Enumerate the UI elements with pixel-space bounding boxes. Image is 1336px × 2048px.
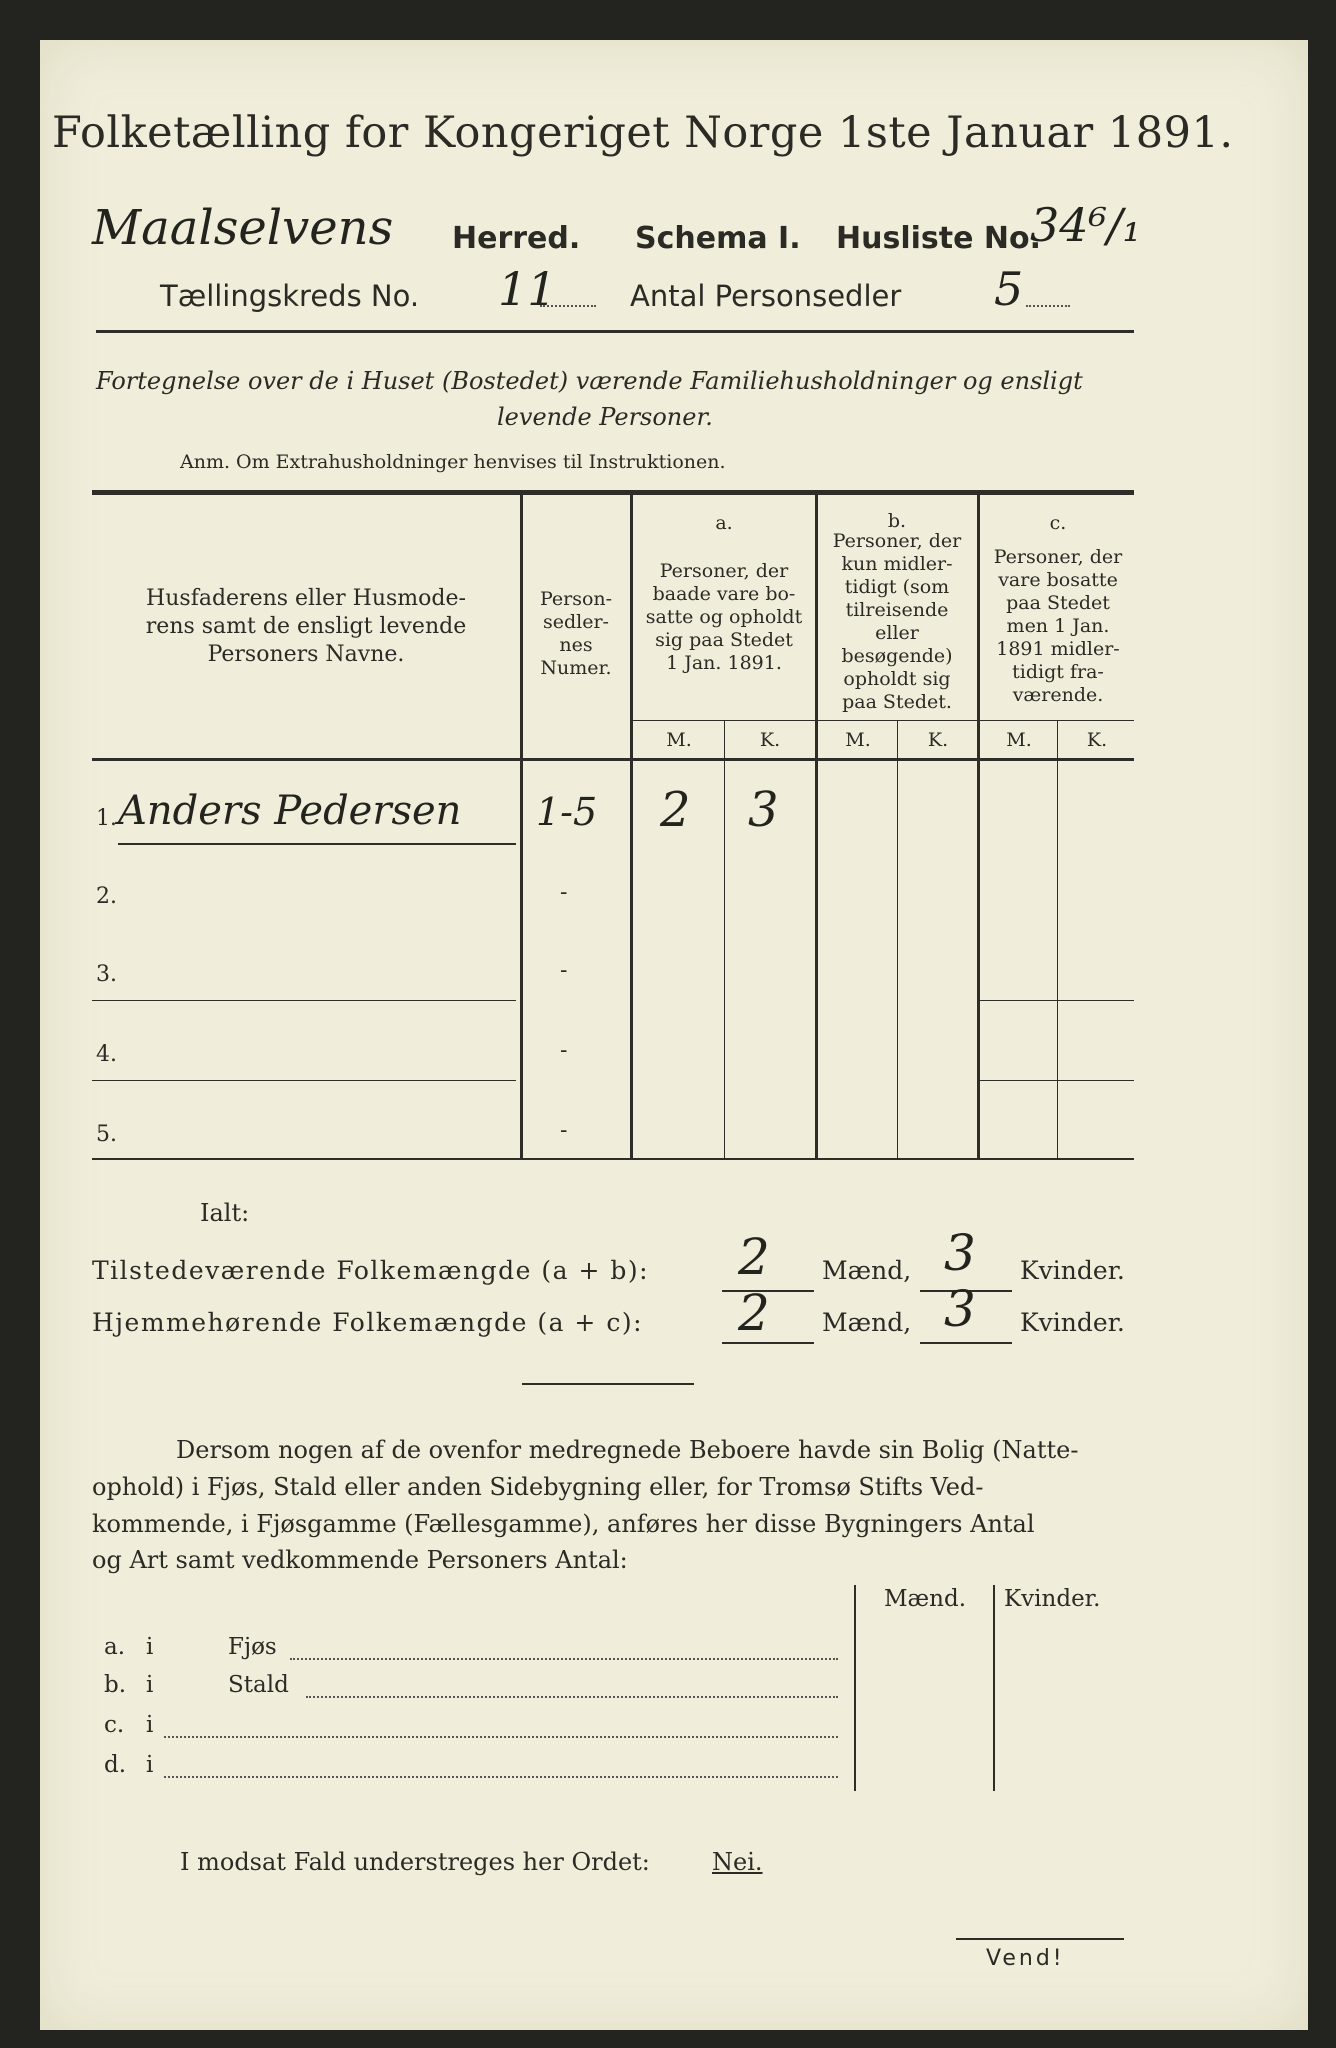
c-k-label: K. [1086,729,1108,751]
tilst-maend-value: 2 [738,1228,770,1286]
col-a-letter: a. [715,512,733,534]
bld-item-i: i [146,1672,154,1698]
note-line2: ophold) i Fjøs, Stald eller anden Sidebygning eller, for Tromsø Stifts Ved- [92,1473,984,1501]
bld-maend-header: Mænd. [884,1586,967,1612]
vend-label: Vend! [986,1946,1065,1971]
col-c-header: Personer, der vare bosatte paa Stedet men 1 Jan. 1891 midler- tidigt fra- værende. [993,546,1123,706]
row-name-line [118,843,516,845]
c-m-label: M. [1006,729,1032,751]
census-form [40,40,1308,2030]
row-line [980,1000,1134,1001]
row-number: 2. [96,884,117,909]
bld-item-letter: c. [104,1712,125,1738]
form-title: Folketælling for Kongeriget Norge 1ste Januar 1891. [52,108,1234,158]
intro-line1: Fortegnelse over de i Huset (Bostedet) værende Familiehusholdninger og ensligt [96,367,1083,395]
col-name-header: Husfaderens eller Husmode- rens samt de ensligt levende Personers Navne. [145,586,467,667]
kreds-label: Tællingskreds No. [160,279,420,313]
anm-note: Anm. Om Extrahusholdninger henvises til Instruktionen. [180,451,726,473]
intro-line2: levende Personer. [497,403,713,431]
bld-item-letter: d. [104,1752,127,1778]
col-rule-b-mk [897,720,898,1158]
herred-value: Maalselvens [92,200,394,256]
hjem-maend-value: 2 [738,1284,770,1342]
col-b-header: Personer, der kun midler- tidigt (som tilreisende eller besøgende) opholdt sig paa Stedet. [832,530,962,713]
bld-kvinder-header: Kvinder. [1004,1586,1101,1612]
hjem-kvinder-value: 3 [944,1280,976,1338]
row-line [980,1080,1134,1081]
row-num: - [560,1038,568,1063]
row-name: Anders Pedersen [118,788,462,834]
bld-item-i: i [146,1752,154,1778]
b-k-label: K. [927,729,949,751]
tilst-kvinder-label: Kvinder. [1020,1256,1125,1285]
row-a-k: 3 [748,782,779,838]
mk-rule [632,720,1134,721]
col-rule-b [815,495,818,1158]
bld-item-dots [164,1736,838,1738]
a-m-label: M. [666,729,692,751]
kreds-value: 11 [498,262,557,316]
col-c-letter: c. [1049,512,1067,534]
bld-item-i: i [146,1712,154,1738]
row-num: - [560,1118,568,1143]
bld-col-rule-2 [993,1585,995,1791]
vend-rule [956,1938,1124,1940]
note-line3: kommende, i Fjøsgamme (Fællesgamme), anføres her disse Bygningers Antal [92,1510,1035,1538]
bld-col-rule-1 [854,1585,856,1791]
ialt-label: Ialt: [200,1199,250,1227]
separator-rule [522,1383,694,1385]
husliste-label: Husliste No. [836,221,1041,256]
modsat-word: Nei. [712,1848,763,1876]
col-rule-c-mk [1057,720,1058,1158]
row-num: - [560,958,568,983]
modsat-text: I modsat Fald understreges her Ordet: [180,1848,650,1876]
antal-dots [1026,305,1070,307]
tilst-label: Tilstedeværende Folkemængde (a + b): [92,1256,650,1285]
bld-item-i: i [146,1634,154,1660]
col-rule-num [520,495,523,1158]
row-number: 4. [96,1042,117,1067]
bld-item-label: Stald [228,1672,289,1698]
row-number: 1. [96,806,117,831]
hjem-kvinder-line [920,1342,1012,1344]
bld-item-dots [290,1658,838,1660]
row-line [92,1000,516,1001]
antal-label: Antal Personsedler [630,279,902,313]
row-number: 5. [96,1122,117,1147]
tilst-kvinder-value: 3 [944,1224,976,1282]
husliste-value: 34⁶/₁ [1030,198,1141,252]
hjem-label: Hjemmehørende Folkemængde (a + c): [92,1308,643,1337]
col-num-header: Person- sedler- nes Numer. [539,588,613,679]
row-line [92,1080,516,1081]
col-rule-a-mk [724,720,725,1158]
herred-label: Herred. [452,221,581,256]
b-m-label: M. [845,729,871,751]
a-k-label: K. [759,729,781,751]
bld-item-letter: a. [104,1634,126,1660]
bld-item-label: Fjøs [228,1634,277,1660]
col-rule-c [977,495,980,1158]
row-number: 3. [96,962,117,987]
hjem-maend-label: Mænd, [822,1308,912,1337]
bld-item-dots [164,1776,838,1778]
tilst-maend-label: Mænd, [822,1256,912,1285]
note-line1: Dersom nogen af de ovenfor medregnede Beboere havde sin Bolig (Natte- [176,1436,1079,1464]
bld-item-letter: b. [104,1672,127,1698]
col-rule-a [630,495,633,1158]
header-rule [96,330,1134,333]
col-b-letter: b. [887,510,907,532]
bld-item-dots [306,1696,838,1698]
hjem-kvinder-label: Kvinder. [1020,1308,1125,1337]
schema-label: Schema I. [635,221,801,256]
col-a-header: Personer, der baade vare bo- satte og opholdt sig paa Stedet 1 Jan. 1891. [645,560,803,674]
row-a-m: 2 [660,782,691,838]
kreds-dots [540,305,596,307]
row-num: - [560,880,568,905]
hjem-maend-line [722,1342,814,1344]
table-bottom-rule [92,1158,1134,1160]
note-line4: og Art samt vedkommende Personers Antal: [92,1546,628,1574]
row-num: 1-5 [536,790,598,834]
antal-value: 5 [994,262,1024,316]
